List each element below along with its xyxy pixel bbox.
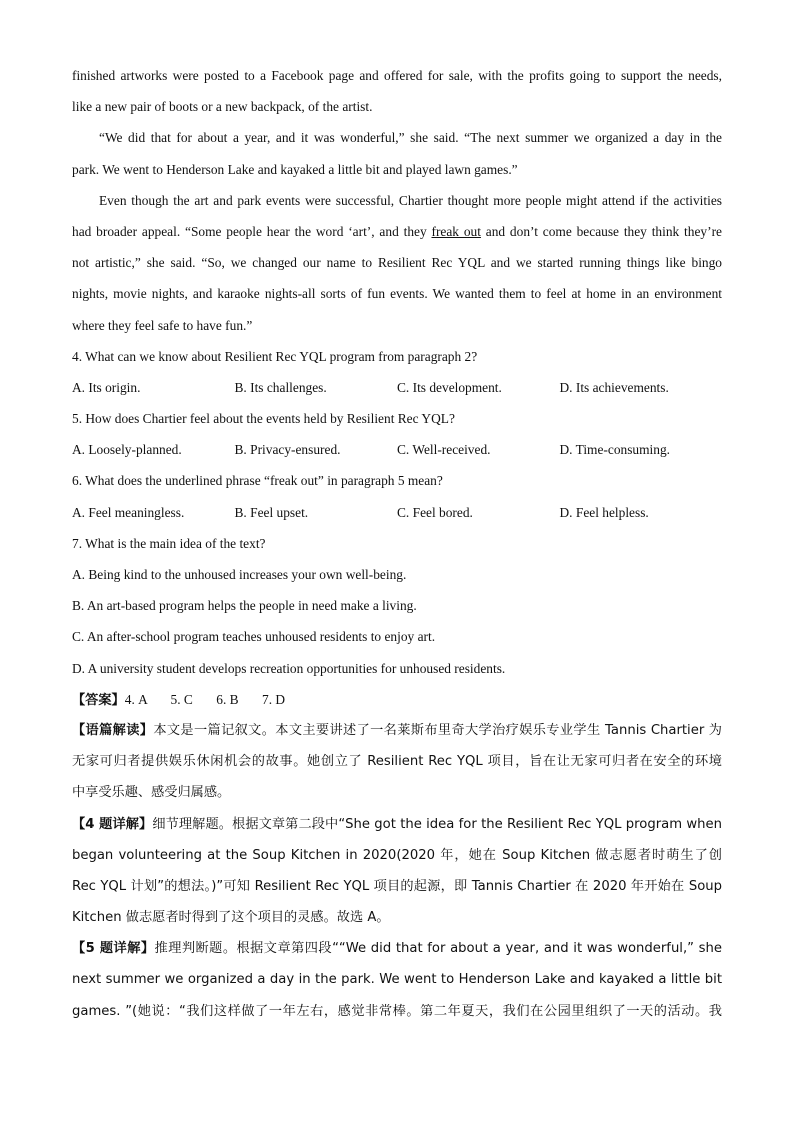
detail-text: 推理判断题。根据文章第四段““We did that for about a year, and it was wonderful,” she — [154, 941, 722, 957]
option-b: B. Privacy-ensured. — [234, 442, 341, 458]
option-c: C. Feel bored. — [397, 504, 473, 520]
passage-line: finished artworks were posted to a Facebook page and offered for sale, with the profits going to support the needs, — [72, 68, 722, 83]
option-row — [72, 372, 722, 403]
detail-line: Rec YQL 计划”的想法。)”可知 Resilient Rec YQL 项目的起源，即 Tannis Chartier 在 2020 年开始在 Soup — [72, 878, 722, 894]
underlined-phrase: freak out — [431, 223, 481, 239]
option-row — [72, 434, 722, 465]
question-4 — [72, 341, 722, 403]
question-stem: 4. What can we know about Resilient Rec YQL program from paragraph 2? — [72, 348, 478, 364]
option-b: B. Its challenges. — [234, 379, 327, 395]
analysis-line: 无家可归者提供娱乐休闲机会的故事。她创立了 Resilient Rec YQL 项目，旨在让无家可归者在安全的环境 — [72, 754, 722, 770]
analysis-line: 中享受乐趣、感受归属感。 — [72, 785, 231, 801]
answer-tag: 【答案】 — [72, 692, 125, 708]
option-row — [72, 497, 722, 528]
analysis-section — [72, 715, 722, 809]
passage-text: had broader appeal. “Some people hear the word ‘art’, and they — [72, 223, 432, 239]
option-c: C. Its development. — [397, 379, 502, 395]
option-d: D. Its achievements. — [559, 379, 669, 395]
analysis-line — [72, 715, 722, 746]
detail-tag: 【4 题详解】 — [72, 816, 153, 832]
passage-line: Even though the art and park events were successful, Chartier thought more people might attend if the activities — [99, 192, 722, 208]
option-c: C. Well-received. — [397, 442, 491, 458]
detail-line: Kitchen 做志愿者时得到了这个项目的灵感。故选 A。 — [72, 910, 390, 926]
option-a: A. Being kind to the unhoused increases your own well-being. — [72, 567, 407, 582]
answer-key — [72, 684, 722, 715]
option-d: D. Time-consuming. — [559, 442, 670, 458]
question-stem: 5. How does Chartier feel about the events held by Resilient Rec YQL? — [72, 411, 455, 427]
detail-line: next summer we organized a day in the park. We went to Henderson Lake and kayaked a little bit — [72, 972, 722, 988]
analysis-text: 本文是一篇记叙文。本文主要讲述了一名莱斯布里奇大学治疗娱乐专业学生 Tannis Chartier 为 — [153, 722, 722, 738]
question-6 — [72, 465, 722, 527]
passage-line: not artistic,” she said. “So, we changed our name to Resilient Rec YQL and we started running things like bingo — [72, 255, 722, 271]
answer-text: 4. A 5. C 6. B 7. D — [124, 691, 286, 707]
passage-line: where they feel safe to have fun.” — [72, 317, 253, 333]
detail-4-section — [72, 809, 722, 934]
question-5 — [72, 403, 722, 465]
passage-line: park. We went to Henderson Lake and kayaked a little bit and played lawn games.” — [72, 161, 518, 177]
option-b: B. Feel upset. — [234, 504, 309, 520]
detail-5-section — [72, 933, 722, 1027]
passage-line: “We did that for about a year, and it was wonderful,” she said. “The next summer we organized a day in the — [99, 130, 722, 146]
detail-line — [72, 809, 722, 840]
detail-line: began volunteering at the Soup Kitchen in 2020(2020 年，她在 Soup Kitchen 做志愿者时萌生了创 — [72, 847, 722, 863]
option-a: A. Loosely-planned. — [72, 442, 182, 458]
option-c: C. An after-school program teaches unhoused residents to enjoy art. — [72, 629, 436, 645]
option-d: D. Feel helpless. — [559, 504, 649, 520]
option-a: A. Feel meaningless. — [72, 504, 185, 520]
document-page — [72, 60, 722, 1027]
option-a: A. Its origin. — [72, 379, 141, 395]
question-stem: 6. What does the underlined phrase “freak out” in paragraph 5 mean? — [72, 473, 443, 489]
passage-line — [72, 216, 722, 247]
passage-text: and don’t come because they think they’re — [480, 223, 722, 239]
analysis-tag: 【语篇解读】 — [72, 722, 154, 738]
question-stem: 7. What is the main idea of the text? — [72, 535, 266, 551]
passage-line: nights, movie nights, and karaoke nights-all sorts of fun events. We wanted them to feel at home in an environment — [72, 286, 722, 302]
option-d: D. A university student develops recreation opportunities for unhoused residents. — [72, 660, 506, 676]
question-7 — [72, 528, 722, 684]
detail-line — [72, 933, 722, 964]
passage-line: like a new pair of boots or a new backpack, of the artist. — [72, 99, 373, 115]
option-b: B. An art-based program helps the people in need make a living. — [72, 598, 417, 614]
detail-line: games. ”(她说：“我们这样做了一年左右，感觉非常棒。第二年夏天，我们在公园里组织了一天的活动。我 — [72, 1003, 722, 1019]
passage — [72, 60, 722, 341]
detail-text: 细节理解题。根据文章第二段中“She got the idea for the Resilient Rec YQL program when — [152, 816, 722, 832]
detail-tag: 【5 题详解】 — [72, 941, 155, 957]
